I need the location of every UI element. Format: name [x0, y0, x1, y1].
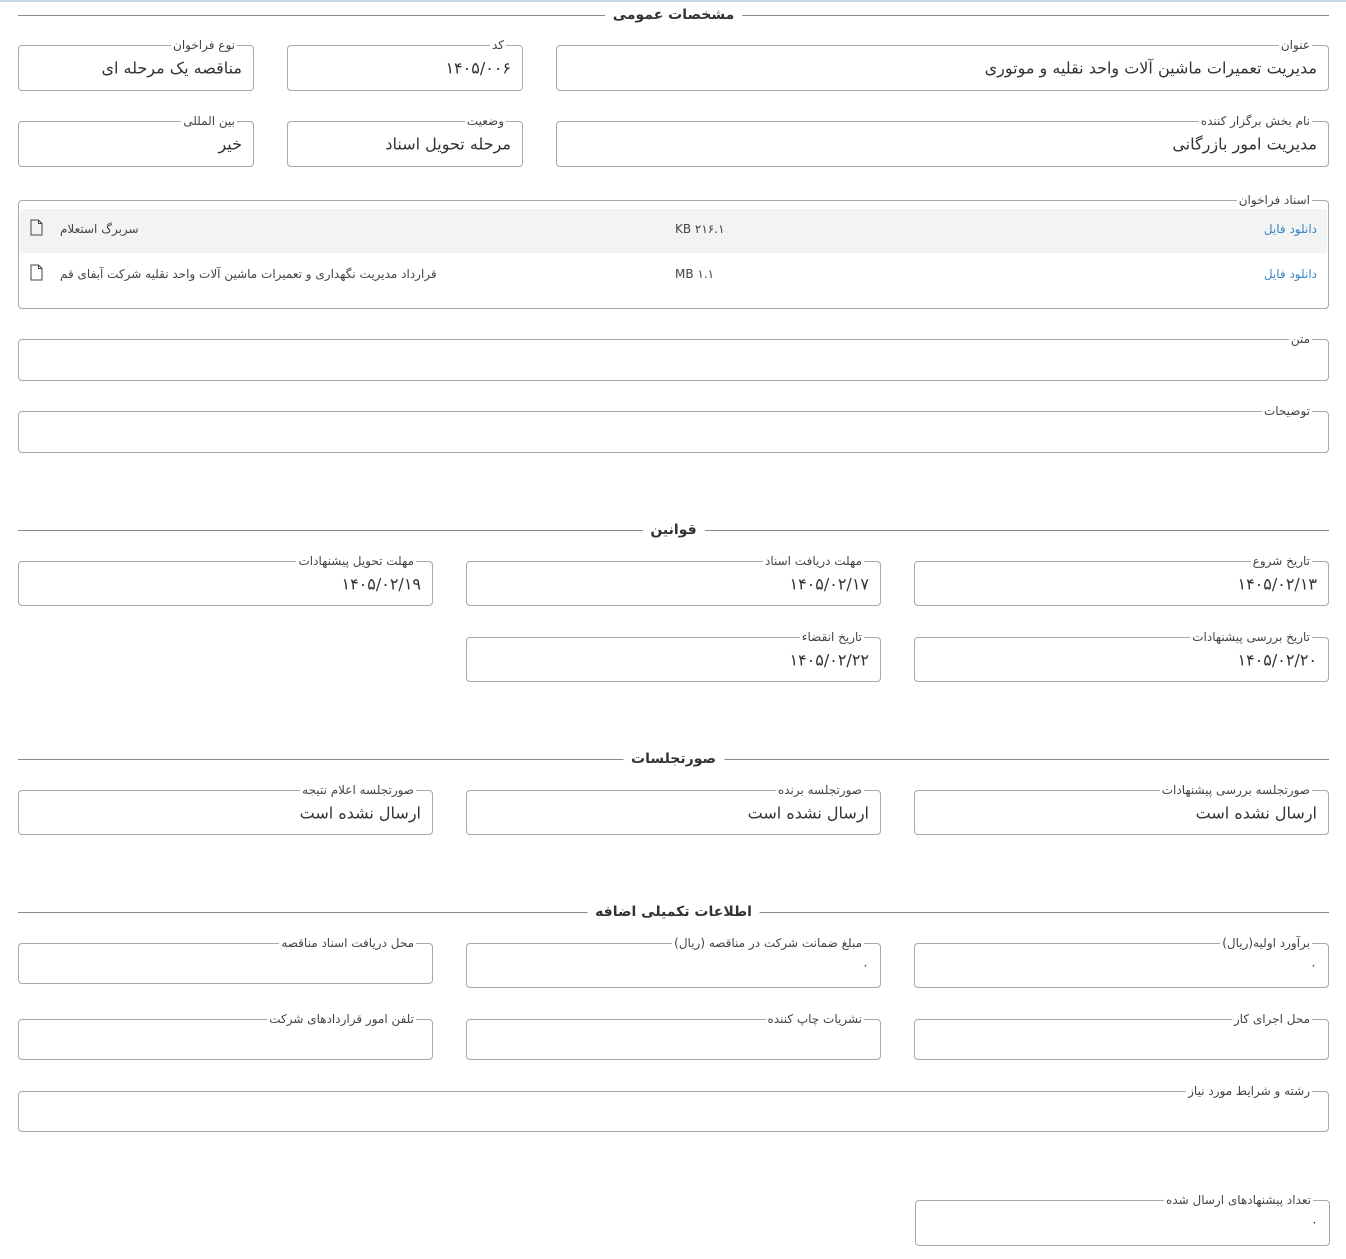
- section-minutes-header: [18, 749, 1329, 769]
- proposals-count-value: ۰: [1311, 1215, 1318, 1231]
- file-name: سربرگ استعلام: [60, 222, 139, 236]
- download-link[interactable]: دانلود فایل: [1263, 222, 1317, 236]
- winner-minutes-field: [466, 783, 881, 835]
- download-link[interactable]: دانلود فایل: [1263, 267, 1317, 281]
- code-label: کد: [491, 38, 504, 52]
- winner-minutes-label: صورتجلسه برنده: [777, 783, 862, 797]
- section-title-extra: اطلاعات تکمیلی اضافه: [587, 902, 760, 922]
- result-minutes-field: [18, 783, 433, 835]
- call-type-label: نوع فراخوان: [173, 38, 235, 52]
- document-row: [20, 254, 1327, 298]
- guarantee-label: مبلغ ضمانت شرکت در مناقصه (ریال): [674, 936, 862, 950]
- title-label: عنوان: [1280, 38, 1310, 52]
- start-date-value: ۱۴۰۵/۰۲/۱۳: [1237, 574, 1317, 593]
- organizer-field: [556, 114, 1329, 167]
- requirements-label: رشته و شرایط مورد نیاز: [1188, 1084, 1310, 1098]
- contracts-phone-label: تلفن امور قراردادهای شرکت: [269, 1012, 414, 1026]
- proposal-deadline-field: [18, 554, 433, 606]
- section-title-minutes: صورتجلسات: [623, 749, 724, 769]
- work-place-label: محل اجرای کار: [1233, 1012, 1310, 1026]
- review-minutes-label: صورتجلسه بررسی پیشنهادات: [1161, 783, 1310, 797]
- result-minutes-label: صورتجلسه اعلام نتیجه: [302, 783, 414, 797]
- section-title-rules: قوانین: [642, 520, 704, 540]
- winner-minutes-value: ارسال نشده است: [747, 803, 869, 822]
- status-label: وضعیت: [466, 114, 504, 128]
- work-place-field: [914, 1012, 1329, 1060]
- description-label: توضیحات: [1263, 404, 1310, 418]
- start-date-label: تاریخ شروع: [1252, 554, 1310, 568]
- call-type-field: [18, 38, 254, 91]
- section-title-general: مشخصات عمومی: [605, 5, 743, 25]
- guarantee-field: [466, 936, 881, 988]
- expiry-date-field: [466, 630, 881, 682]
- file-size: KB ۲۱۶.۱: [675, 222, 725, 236]
- call-type-value: مناقصه یک مرحله ای: [101, 58, 242, 78]
- file-size: MB ۱.۱: [675, 267, 715, 281]
- section-rules-header: [18, 520, 1329, 540]
- doc-place-field: [18, 936, 433, 984]
- review-date-field: [914, 630, 1329, 682]
- file-name: قرارداد مدیریت نگهداری و تعمیرات ماشین آلات واحد نقلیه شرکت آبفای قم: [60, 267, 437, 281]
- review-date-label: تاریخ بررسی پیشنهادات: [1192, 630, 1310, 644]
- international-field: [18, 114, 254, 167]
- code-value: ۱۴۰۵/۰۰۶: [445, 58, 511, 78]
- estimate-field: [914, 936, 1329, 988]
- estimate-label: برآورد اولیه(ریال): [1222, 936, 1310, 950]
- proposals-count-field: [915, 1193, 1330, 1246]
- review-minutes-value: ارسال نشده است: [1195, 803, 1317, 822]
- section-general-header: [18, 5, 1329, 25]
- guarantee-value: ۰: [862, 958, 869, 973]
- organizer-value: مدیریت امور بازرگانی: [1172, 134, 1317, 154]
- doc-receive-deadline-field: [466, 554, 881, 606]
- status-field: [287, 114, 523, 167]
- international-value: خیر: [218, 134, 242, 154]
- documents-label: اسناد فراخوان: [1238, 193, 1310, 207]
- expiry-date-label: تاریخ انقضاء: [801, 630, 862, 644]
- call-documents-panel: [18, 193, 1329, 309]
- proposal-deadline-value: ۱۴۰۵/۰۲/۱۹: [341, 574, 421, 593]
- title-field: [556, 38, 1329, 91]
- international-label: بین المللی: [183, 114, 235, 128]
- proposal-deadline-label: مهلت تحویل پیشنهادات: [298, 554, 414, 568]
- expiry-date-value: ۱۴۰۵/۰۲/۲۲: [789, 650, 869, 669]
- contracts-phone-field: [18, 1012, 433, 1060]
- doc-receive-deadline-value: ۱۴۰۵/۰۲/۱۷: [789, 574, 869, 593]
- publication-field: [466, 1012, 881, 1060]
- requirements-field: [18, 1084, 1329, 1132]
- organizer-label: نام بخش برگزار کننده: [1200, 114, 1310, 128]
- result-minutes-value: ارسال نشده است: [299, 803, 421, 822]
- top-border: [0, 0, 1346, 2]
- estimate-value: ۰: [1310, 958, 1317, 973]
- text-label: متن: [1290, 332, 1310, 346]
- file-icon: [30, 219, 43, 236]
- proposals-count-label: تعداد پیشنهادهای ارسال شده: [1166, 1193, 1311, 1207]
- text-field: [18, 332, 1329, 381]
- review-minutes-field: [914, 783, 1329, 835]
- file-icon: [30, 264, 43, 281]
- status-value: مرحله تحویل اسناد: [385, 134, 511, 154]
- publication-label: نشریات چاپ کننده: [767, 1012, 862, 1026]
- section-extra-header: [18, 902, 1329, 922]
- document-row: [20, 209, 1327, 253]
- doc-receive-deadline-label: مهلت دریافت اسناد: [764, 554, 862, 568]
- title-value: مدیریت تعمیرات ماشین آلات واحد نقلیه و موتوری: [984, 58, 1317, 78]
- start-date-field: [914, 554, 1329, 606]
- doc-place-label: محل دریافت اسناد مناقصه: [281, 936, 414, 950]
- code-field: [287, 38, 523, 91]
- review-date-value: ۱۴۰۵/۰۲/۲۰: [1237, 650, 1317, 669]
- description-field: [18, 404, 1329, 453]
